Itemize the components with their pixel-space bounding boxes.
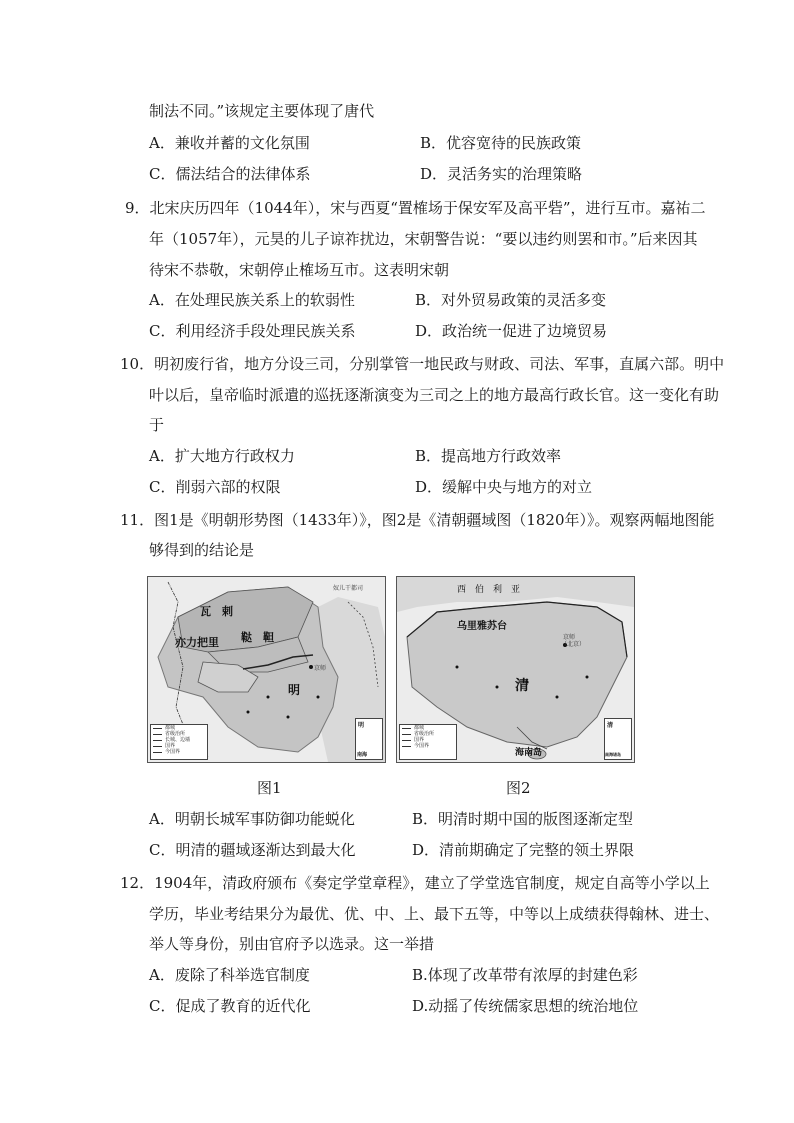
q12-option-a: A．废除了科举选官制度 <box>149 966 310 984</box>
map1-legend-item: 国界 <box>151 743 207 749</box>
map2-inset-label: 清 <box>607 722 614 729</box>
q9-option-a: A．在处理民族关系上的软弱性 <box>149 291 355 309</box>
map1-legend-item: 都城 <box>151 725 207 731</box>
map1-caption: 图1 <box>257 779 282 797</box>
map1-legend-item: 省级治所 <box>151 731 207 737</box>
q9-stem-line-1: 9．北宋庆历四年（1044年），宋与西夏“置榷场于保安军及高平砦”，进行互市。嘉祐二 <box>125 199 706 217</box>
map2-legend-item: 国界 <box>400 737 456 743</box>
q8-option-c: C．儒法结合的法律体系 <box>149 165 311 183</box>
q10-option-d: D．缓解中央与地方的对立 <box>415 478 593 496</box>
map2-label-beijing: （北京） <box>561 641 586 648</box>
map1-label-ming: 明 <box>288 683 301 697</box>
q10-option-a: A．扩大地方行政权力 <box>149 447 295 465</box>
map1-label-jingshi: 京师 <box>314 665 327 672</box>
q10-stem-line-2: 叶以后，皇帝临时派遣的巡抚逐渐演变为三司之上的地方最高行政长官。这一变化有助 <box>149 386 720 404</box>
map-ming-1433 <box>147 576 386 763</box>
map1-label-nuergan: 奴儿干都司 <box>333 585 364 592</box>
map1-south-sea-inset <box>355 718 383 760</box>
map1-inset-label: 明 <box>358 722 365 729</box>
map2-label-hainan: 海南岛 <box>515 748 543 758</box>
q9-option-d: D．政治统一促进了边境贸易 <box>415 322 608 340</box>
map2-label-siberia: 西 伯 利 亚 <box>457 585 521 595</box>
map2-inset-caption: 南海诸岛 <box>605 752 621 757</box>
q12-option-c: C．促成了教育的近代化 <box>149 997 311 1015</box>
q8-option-d: D．灵活务实的治理策略 <box>420 165 583 183</box>
q11-stem-line-1: 11．图1是《明朝形势图（1433年）》，图2是《清朝疆域图（1820年）》。观察两幅地图能 <box>120 511 715 529</box>
map1-label-yilibali: 亦力把里 <box>175 636 219 649</box>
q11-stem-line-2: 够得到的结论是 <box>149 541 255 559</box>
map-qing-1820 <box>396 576 635 763</box>
q12-stem-line-2: 学历，毕业考结果分为最优、优、中、上、最下五等，中等以上成绩获得翰林、进士、 <box>149 905 720 923</box>
map2-label-wuliyasutai: 乌里雅苏台 <box>457 621 507 632</box>
q9-option-c: C．利用经济手段处理民族关系 <box>149 322 356 340</box>
map2-legend <box>399 724 457 760</box>
q10-stem-line-3: 于 <box>149 416 165 434</box>
q10-stem-line-1: 10．明初废行省，地方分设三司，分别掌管一地民政与财政、司法、军事，直属六部。明中 <box>120 355 725 373</box>
q9-stem-line-2: 年（1057年），元昊的儿子谅祚扰边，宋朝警告说：“要以违约则罢和市。”后来因其 <box>149 230 698 248</box>
q12-option-b: B.体现了改革带有浓厚的封建色彩 <box>412 966 638 984</box>
map2-south-sea-inset <box>604 718 632 760</box>
q8-stem-tail: 制法不同。”该规定主要体现了唐代 <box>149 102 375 120</box>
map2-caption: 图2 <box>506 779 531 797</box>
map1-label-dada: 鞑 靼 <box>241 631 274 644</box>
map1-inset-caption: 南海 <box>357 752 368 758</box>
map2-legend-item: 省级治所 <box>400 731 456 737</box>
map1-label-wala: 瓦 剌 <box>200 605 233 618</box>
q8-option-a: A．兼收并蓄的文化氛围 <box>149 134 310 152</box>
q9-option-b: B．对外贸易政策的灵活多变 <box>415 291 607 309</box>
map2-label-qing: 清 <box>515 678 529 694</box>
q12-stem-line-1: 12．1904年，清政府颁布《奏定学堂章程》，建立了学堂选官制度，规定自高等小学以上 <box>120 874 710 892</box>
q11-option-d: D．清前期确定了完整的领土界限 <box>412 841 635 859</box>
map1-legend-item: 长城、边墙 <box>151 737 207 743</box>
q8-option-b: B．优容宽待的民族政策 <box>420 134 582 152</box>
q11-option-c: C．明清的疆域逐渐达到最大化 <box>149 841 356 859</box>
q9-stem-line-3: 待宋不恭敬，宋朝停止榷场互市。这表明宋朝 <box>149 261 450 279</box>
q11-option-b: B．明清时期中国的版图逐渐定型 <box>412 810 634 828</box>
map1-legend <box>150 724 208 760</box>
map2-label-jingshi: 京师 <box>563 634 576 641</box>
map2-legend-item: 今国界 <box>400 743 456 749</box>
q10-option-c: C．削弱六部的权限 <box>149 478 281 496</box>
map2-legend-item: 都城 <box>400 725 456 731</box>
q12-stem-line-3: 举人等身份，别由官府予以选录。这一举措 <box>149 935 435 953</box>
q10-option-b: B．提高地方行政效率 <box>415 447 562 465</box>
q12-option-d: D.动摇了传统儒家思想的统治地位 <box>412 997 639 1015</box>
map1-legend-item: 今国界 <box>151 749 207 755</box>
q11-option-a: A．明朝长城军事防御功能蜕化 <box>149 810 355 828</box>
